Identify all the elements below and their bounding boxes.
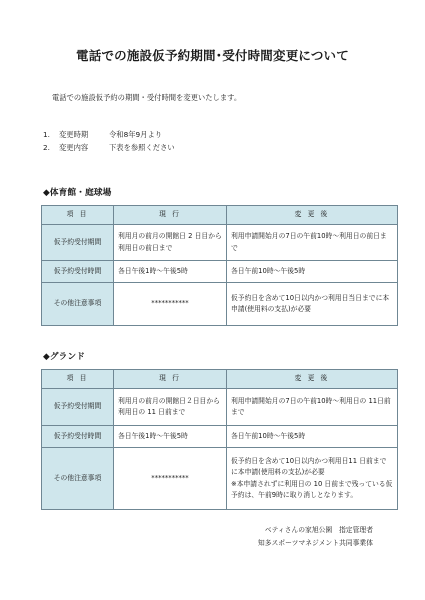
table-row bbox=[42, 261, 398, 283]
row-label: 仮予約受付期間 bbox=[42, 389, 114, 426]
list-number: 1. bbox=[43, 130, 50, 139]
column-header-item: 項 目 bbox=[42, 370, 114, 389]
list-item bbox=[43, 141, 175, 154]
row-label: その他注意事項 bbox=[42, 448, 114, 510]
table-row bbox=[42, 426, 398, 448]
current-value: 各日午後1時～午後5時 bbox=[114, 426, 227, 448]
list-item bbox=[43, 128, 175, 141]
row-label: 仮予約受付時間 bbox=[42, 261, 114, 283]
new-value: 利用申請開始月の7日の午前10時～利用日の 11日前まで bbox=[227, 389, 398, 426]
footer-organization-line2: 知多スポーツマネジメント共同事業体 bbox=[257, 539, 373, 547]
list-label: 変更時期 bbox=[59, 130, 89, 139]
table-row bbox=[42, 283, 398, 326]
new-value: 利用申請開始月の7日の午前10時～利用日の前日まで bbox=[227, 225, 398, 261]
intro-text: 電話での施設仮予約の期間・受付時間を変更いたします。 bbox=[52, 93, 242, 102]
table-header-row bbox=[42, 370, 398, 389]
table-row bbox=[42, 389, 398, 426]
current-value: *********** bbox=[114, 448, 227, 510]
row-label: 仮予約受付期間 bbox=[42, 225, 114, 261]
new-value: 各日午前10時～午後5時 bbox=[227, 261, 398, 283]
current-value: 利用月の前月の開館日２日目から利用日の 11 日前まで bbox=[114, 389, 227, 426]
row-label: その他注意事項 bbox=[42, 283, 114, 326]
section-heading-ground: ◆グランド bbox=[43, 352, 85, 362]
list-text: 下表を参照ください bbox=[109, 143, 175, 152]
list-label: 変更内容 bbox=[59, 143, 89, 152]
schedule-table-ground bbox=[41, 369, 398, 510]
list-text: 令和8年9月より bbox=[109, 130, 163, 139]
table-header-row bbox=[42, 206, 398, 225]
change-summary-list bbox=[43, 128, 175, 154]
current-value: *********** bbox=[114, 283, 227, 326]
column-header-new: 変 更 後 bbox=[227, 206, 398, 225]
page-title: 電話での施設仮予約期間･受付時間変更について bbox=[76, 48, 349, 63]
column-header-item: 項 目 bbox=[42, 206, 114, 225]
schedule-table-gym bbox=[41, 205, 398, 326]
new-value: 仮予約日を含めて10日以内かつ利用日当日までに本申請(使用料の支払)が必要 bbox=[227, 283, 398, 326]
list-number: 2. bbox=[43, 143, 50, 152]
footer-organization-line1: ベティさんの家旭公園 指定管理者 bbox=[264, 526, 373, 534]
column-header-current: 現 行 bbox=[114, 206, 227, 225]
current-value: 各日午後1時～午後5時 bbox=[114, 261, 227, 283]
footer-signature bbox=[258, 524, 373, 550]
current-value: 利用月の前月の開館日 2 日目から利用日の前日まで bbox=[114, 225, 227, 261]
new-value: 各日午前10時～午後5時 bbox=[227, 426, 398, 448]
column-header-current: 現 行 bbox=[114, 370, 227, 389]
table-row bbox=[42, 225, 398, 261]
column-header-new: 変 更 後 bbox=[227, 370, 398, 389]
section-heading-gym: ◆体育館・庭球場 bbox=[43, 188, 112, 198]
new-value: 仮予約日を含めて10日以内かつ利用日11 日前までに本申請(使用料の支払)が必要 ※本申請されずに利用日の 10 日前まで残っている仮予約は、午前9時に取り消しとなります。 bbox=[227, 448, 398, 510]
row-label: 仮予約受付時間 bbox=[42, 426, 114, 448]
table-row bbox=[42, 448, 398, 510]
